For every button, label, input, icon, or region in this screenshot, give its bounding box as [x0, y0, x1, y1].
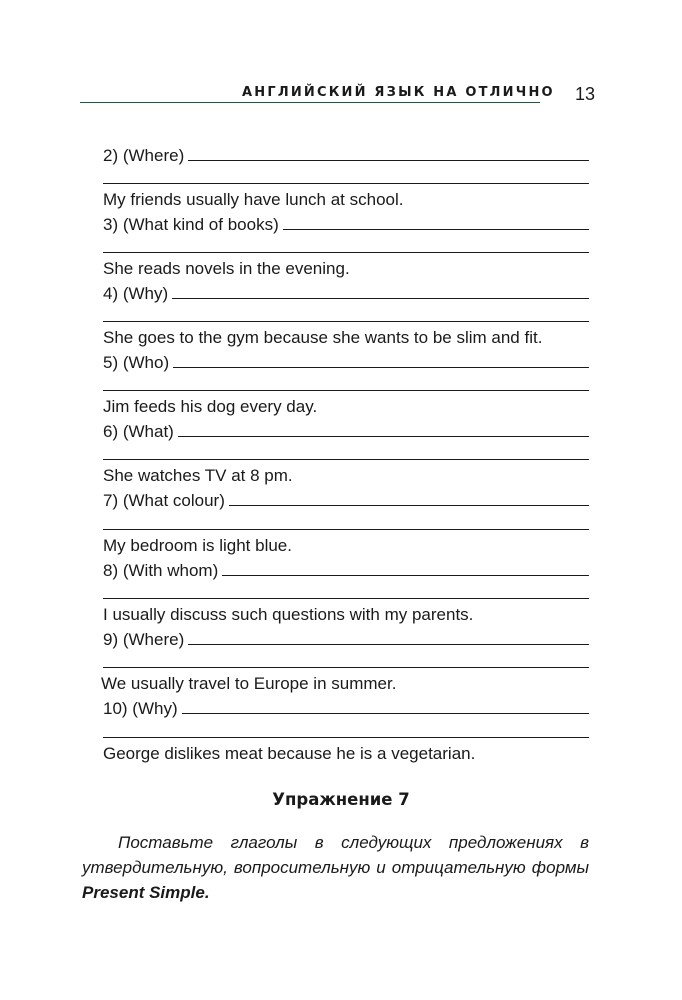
- statement: My bedroom is light blue.: [103, 536, 292, 555]
- statement: We usually travel to Europe in summer.: [101, 674, 397, 693]
- answer-blank[interactable]: [229, 505, 589, 506]
- answer-blank[interactable]: [182, 713, 589, 714]
- answer-line[interactable]: [103, 737, 589, 738]
- answer-blank[interactable]: [188, 160, 589, 161]
- question-prompt: 4) (Why): [103, 284, 169, 303]
- question-prompt: 9) (Where): [103, 630, 185, 649]
- answer-blank[interactable]: [283, 229, 589, 230]
- tense-name: Present Simple.: [82, 883, 210, 902]
- answer-line[interactable]: [103, 183, 589, 184]
- exercise-instruction: [82, 830, 589, 905]
- statement: She watches TV at 8 pm.: [103, 466, 293, 485]
- statement: Jim feeds his dog every day.: [103, 397, 318, 416]
- question-prompt: 2) (Where): [103, 146, 185, 165]
- exercise-title: Упражнение 7: [272, 790, 410, 809]
- answer-blank[interactable]: [178, 436, 589, 437]
- question-prompt: 3) (What kind of books): [103, 215, 279, 234]
- book-title: АНГЛИЙСКИЙ ЯЗЫК НА ОТЛИЧНО: [242, 85, 555, 100]
- instruction-text: Поставьте глаголы в следующих предложениях в утвердительную, вопросительную и отрицательную формы: [82, 833, 589, 877]
- question-row: [103, 557, 589, 581]
- answer-line[interactable]: [103, 252, 589, 253]
- answer-line[interactable]: [103, 390, 589, 391]
- question-row: [103, 695, 589, 719]
- statement: My friends usually have lunch at school.: [103, 190, 404, 209]
- question-prompt: 6) (What): [103, 422, 174, 441]
- statement: She reads novels in the evening.: [103, 259, 350, 278]
- question-prompt: 8) (With whom): [103, 561, 219, 580]
- question-row: [103, 280, 589, 304]
- question-row: [103, 626, 589, 650]
- statement: She goes to the gym because she wants to be slim and fit.: [103, 328, 543, 347]
- answer-line[interactable]: [103, 459, 589, 460]
- page-number: 13: [575, 84, 596, 104]
- answer-line[interactable]: [103, 667, 589, 668]
- question-prompt: 10) (Why): [103, 699, 178, 718]
- question-row: [103, 142, 589, 166]
- question-prompt: 5) (Who): [103, 353, 170, 372]
- statement: George dislikes meat because he is a vegetarian.: [103, 744, 476, 763]
- question-row: [103, 487, 589, 511]
- question-row: [103, 211, 589, 235]
- answer-blank[interactable]: [173, 367, 589, 368]
- answer-blank[interactable]: [188, 644, 589, 645]
- answer-blank[interactable]: [222, 575, 589, 576]
- answer-blank[interactable]: [172, 298, 589, 299]
- header-rule: [80, 102, 540, 103]
- question-row: [103, 418, 589, 442]
- question-prompt: 7) (What colour): [103, 491, 225, 510]
- answer-line[interactable]: [103, 598, 589, 599]
- statement: I usually discuss such questions with my parents.: [103, 605, 474, 624]
- answer-line[interactable]: [103, 529, 589, 530]
- answer-line[interactable]: [103, 321, 589, 322]
- question-row: [103, 349, 589, 373]
